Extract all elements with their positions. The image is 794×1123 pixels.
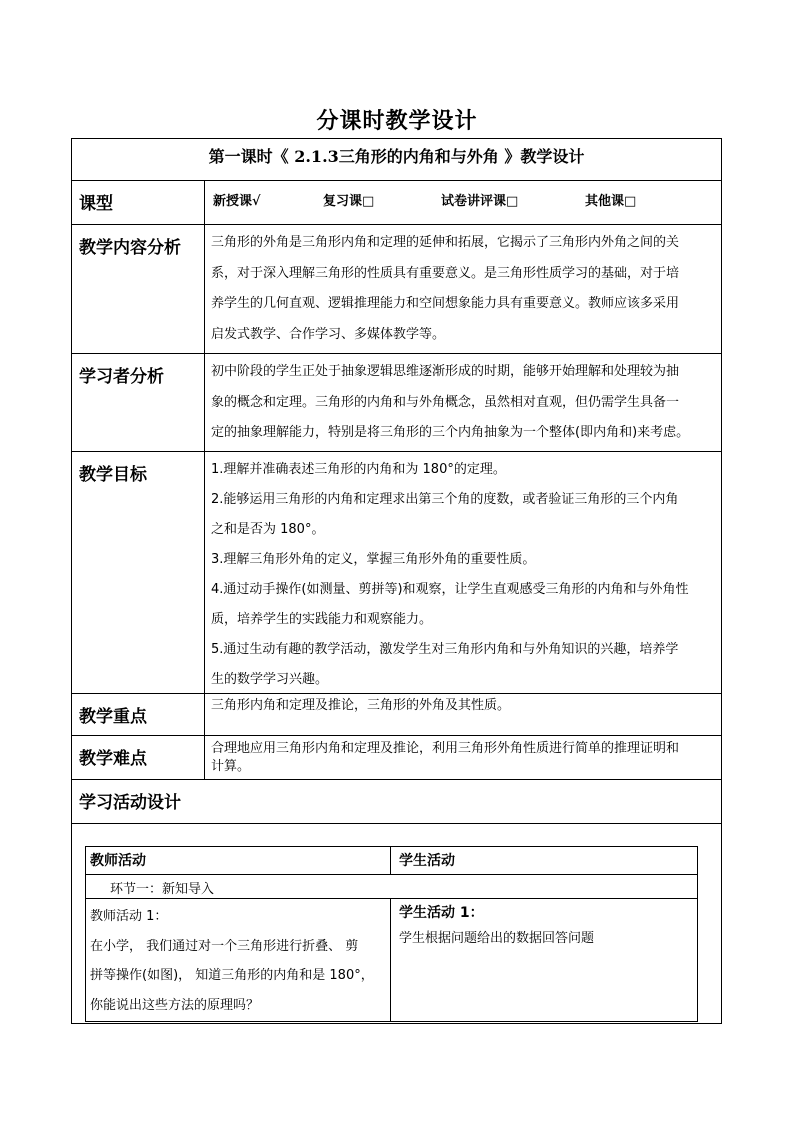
lesson-header: 第一课时《 2.1.3三角形的内角和与外角 》教学设计 [208,147,585,166]
section-label: 环节一：新知导入 [110,882,215,897]
text-line: 系，对于深入理解三角形的性质具有重要意义。是三角形性质学习的基础，对于培 [211,265,680,281]
content-analysis-text [205,225,721,353]
goals-label: 教学目标 [72,452,205,693]
goal-line: 5.通过生动有趣的教学活动，激发学生对三角形内角和与外角知识的兴趣，培养学 [211,642,679,657]
course-type-label: 课型 [72,181,205,224]
teacher-activity-cell [86,899,391,1021]
text-line: 初中阶段的学生正处于抽象逻辑思维逐渐形成的时期，能够开始理解和处理较为抽 [211,364,680,379]
difficulties-label: 教学难点 [72,736,205,779]
student-activity-header: 学生活动 [399,853,455,869]
content-analysis-row [72,224,721,353]
text-line: 合理地应用三角形内角和定理及推论，利用三角形外角性质进行简单的推理证明和 [211,741,680,756]
goal-line: 4.通过动手操作(如测量、剪拼等)和观察，让学生直观感受三角形的内角和与外角性 [211,582,689,597]
student-activity-title: 学生活动 1： [399,905,484,921]
goal-line: 生的数学学习兴趣。 [211,672,329,687]
text-line: 定的抽象理解能力，特别是将三角形的三个内角抽象为一个整体(即内角和)来考虑。 [211,425,690,440]
student-activity-text: 学生根据问题给出的数据回答问题 [399,931,595,946]
activity-design-row [72,779,721,823]
page-title: 分课时教学设计 [316,108,478,134]
teacher-activity-line: 在小学， 我们通过对一个三角形进行折叠、 剪 [90,938,359,954]
goals-text [205,452,721,693]
course-type-row [72,180,721,224]
option-other-lesson: 其他课□ [585,194,637,209]
section-row [86,875,697,899]
text-line: 养学生的几何直观、逻辑推理能力和空间想象能力具有重要意义。教师应该多采用 [211,296,680,311]
goal-line: 质，培养学生的实践能力和观察能力。 [211,612,433,627]
text-line: 计算。 [211,759,251,774]
goal-line: 2.能够运用三角形的内角和定理求出第三个角的度数，或者验证三角形的三个内角 [211,492,679,507]
goals-row [72,451,721,693]
learner-analysis-label: 学习者分析 [72,354,205,451]
lesson-header-row [72,139,721,180]
activity-table-header [86,847,697,875]
key-points-label: 教学重点 [72,694,205,735]
text-line: 启发式教学、合作学习、多媒体教学等。 [211,326,446,342]
option-exam-review-lesson: 试卷讲评课□ [441,194,519,209]
teacher-activity-line: 你能说出这些方法的原理吗？ [90,997,260,1013]
option-review-lesson: 复习课□ [323,194,375,209]
teacher-activity-line: 拼等操作(如图)， 知道三角形的内角和是 180°， [90,968,374,983]
difficulties-row [72,735,721,779]
option-new-lesson: 新授课√ [213,194,261,209]
key-points-row [72,693,721,735]
goal-line: 3.理解三角形外角的定义，掌握三角形外角的重要性质。 [211,552,536,567]
learner-analysis-row [72,353,721,451]
difficulties-text [205,736,721,779]
text-line: 象的概念和定理。三角形的内角和与外角概念，虽然相对直观，但仍需学生具备一 [211,394,680,410]
key-points-text: 三角形内角和定理及推论，三角形的外角及其性质。 [211,698,511,713]
learner-analysis-text [205,354,721,451]
activity-table-area [72,823,721,1023]
student-activity-cell [391,899,697,1021]
goal-line: 1.理解并准确表述三角形的内角和为 180°的定理。 [211,462,506,477]
text-line: 三角形的外角是三角形内角和定理的延伸和拓展，它揭示了三角形内外角之间的关 [211,235,680,250]
teacher-activity-header: 教师活动 [86,847,391,874]
activity-content-row [86,899,697,1021]
activity-design-label: 学习活动设计 [79,793,181,813]
content-analysis-label: 教学内容分析 [72,225,205,353]
lesson-plan-table [71,138,722,1024]
teacher-activity-title: 教师活动 1： [90,909,168,924]
activity-table [85,846,698,1022]
course-type-options [205,181,721,224]
goal-line: 之和是否为 180°。 [211,522,325,537]
